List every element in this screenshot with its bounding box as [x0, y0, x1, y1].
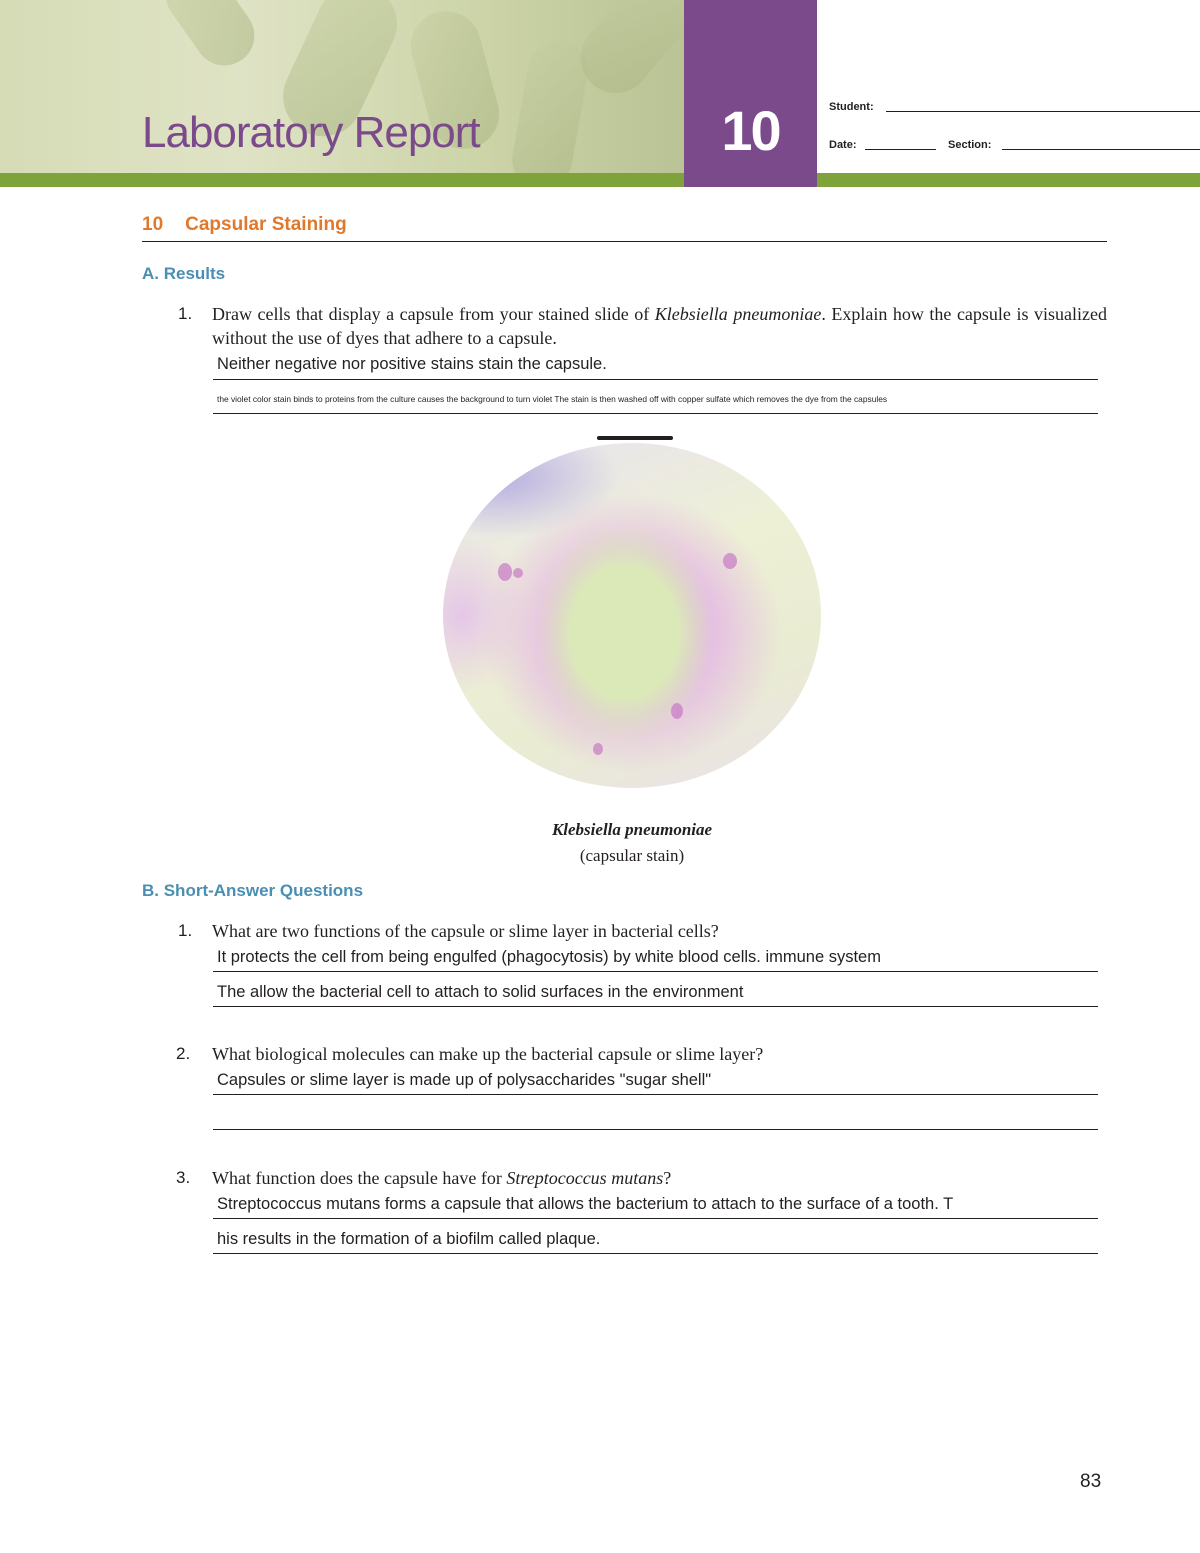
sa-q2-text: What biological molecules can make up the bacterial capsule or slime layer? [212, 1044, 764, 1064]
sa-q1-answer-2[interactable]: The allow the bacterial cell to attach to solid surfaces in the environment [217, 983, 744, 1001]
sa-q3-answer-1[interactable]: Streptococcus mutans forms a capsule that allows the bacterium to attach to the surface of a tooth. T [217, 1195, 954, 1213]
header-green-bar [0, 173, 1200, 187]
sa-q2-number: 2. [176, 1044, 191, 1063]
answer-line [213, 1129, 1098, 1130]
sa-q3-text: What function does the capsule have for Streptococcus mutans? [212, 1168, 672, 1188]
sa-q3-number: 3. [176, 1168, 191, 1187]
answer-line [213, 1218, 1098, 1219]
results-q1-answer-1[interactable]: Neither negative nor positive stains stain the capsule. [217, 355, 607, 373]
section-number: 10 [142, 214, 164, 235]
micrograph-caption-species: Klebsiella pneumoniae [551, 820, 713, 839]
answer-line [213, 413, 1098, 414]
answer-line [213, 1006, 1098, 1007]
section-divider [142, 241, 1107, 242]
klebsiella-micrograph-image [443, 443, 821, 788]
answer-line [213, 1094, 1098, 1095]
sa-q3-answer-2[interactable]: his results in the formation of a biofilm called plaque. [217, 1230, 601, 1248]
section-field[interactable] [1002, 149, 1200, 150]
page-number: 83 [1080, 1471, 1102, 1492]
results-q1-answer-2[interactable]: the violet color stain binds to proteins from the culture causes the background to turn violet The stain is then washed off with copper sulfate which removes the dye from the capsules [217, 394, 888, 404]
section-label: Section: [948, 139, 992, 151]
micrograph-scale-bar [597, 436, 673, 440]
sa-q1-text: What are two functions of the capsule or slime layer in bacterial cells? [212, 921, 719, 941]
sa-q1-answer-1[interactable]: It protects the cell from being engulfed (phagocytosis) by white blood cells. immune system [217, 948, 881, 966]
sa-q1-number: 1. [178, 921, 193, 940]
sa-q2-answer-1[interactable]: Capsules or slime layer is made up of polysaccharides "sugar shell" [217, 1071, 712, 1089]
section-name: Capsular Staining [185, 214, 347, 235]
chapter-number: 10 [721, 99, 780, 162]
answer-line [213, 971, 1098, 972]
date-label: Date: [829, 139, 857, 151]
results-heading: A. Results [142, 264, 226, 283]
report-title: Laboratory Report [142, 108, 480, 157]
answer-line [213, 1253, 1098, 1254]
student-field[interactable] [886, 111, 1200, 112]
student-label: Student: [829, 101, 874, 113]
results-q1-number: 1. [178, 304, 193, 323]
section-title [142, 214, 347, 236]
short-answer-heading: B. Short-Answer Questions [142, 881, 364, 900]
micrograph-caption-stain: (capsular stain) [579, 846, 685, 865]
date-field[interactable] [865, 149, 936, 150]
results-q1-text: Draw cells that display a capsule from your stained slide of Klebsiella pneumoniae. Explain how the capsule is visualized without the use of dyes that adhere to a capsule. [212, 304, 1107, 348]
answer-line [213, 379, 1098, 380]
